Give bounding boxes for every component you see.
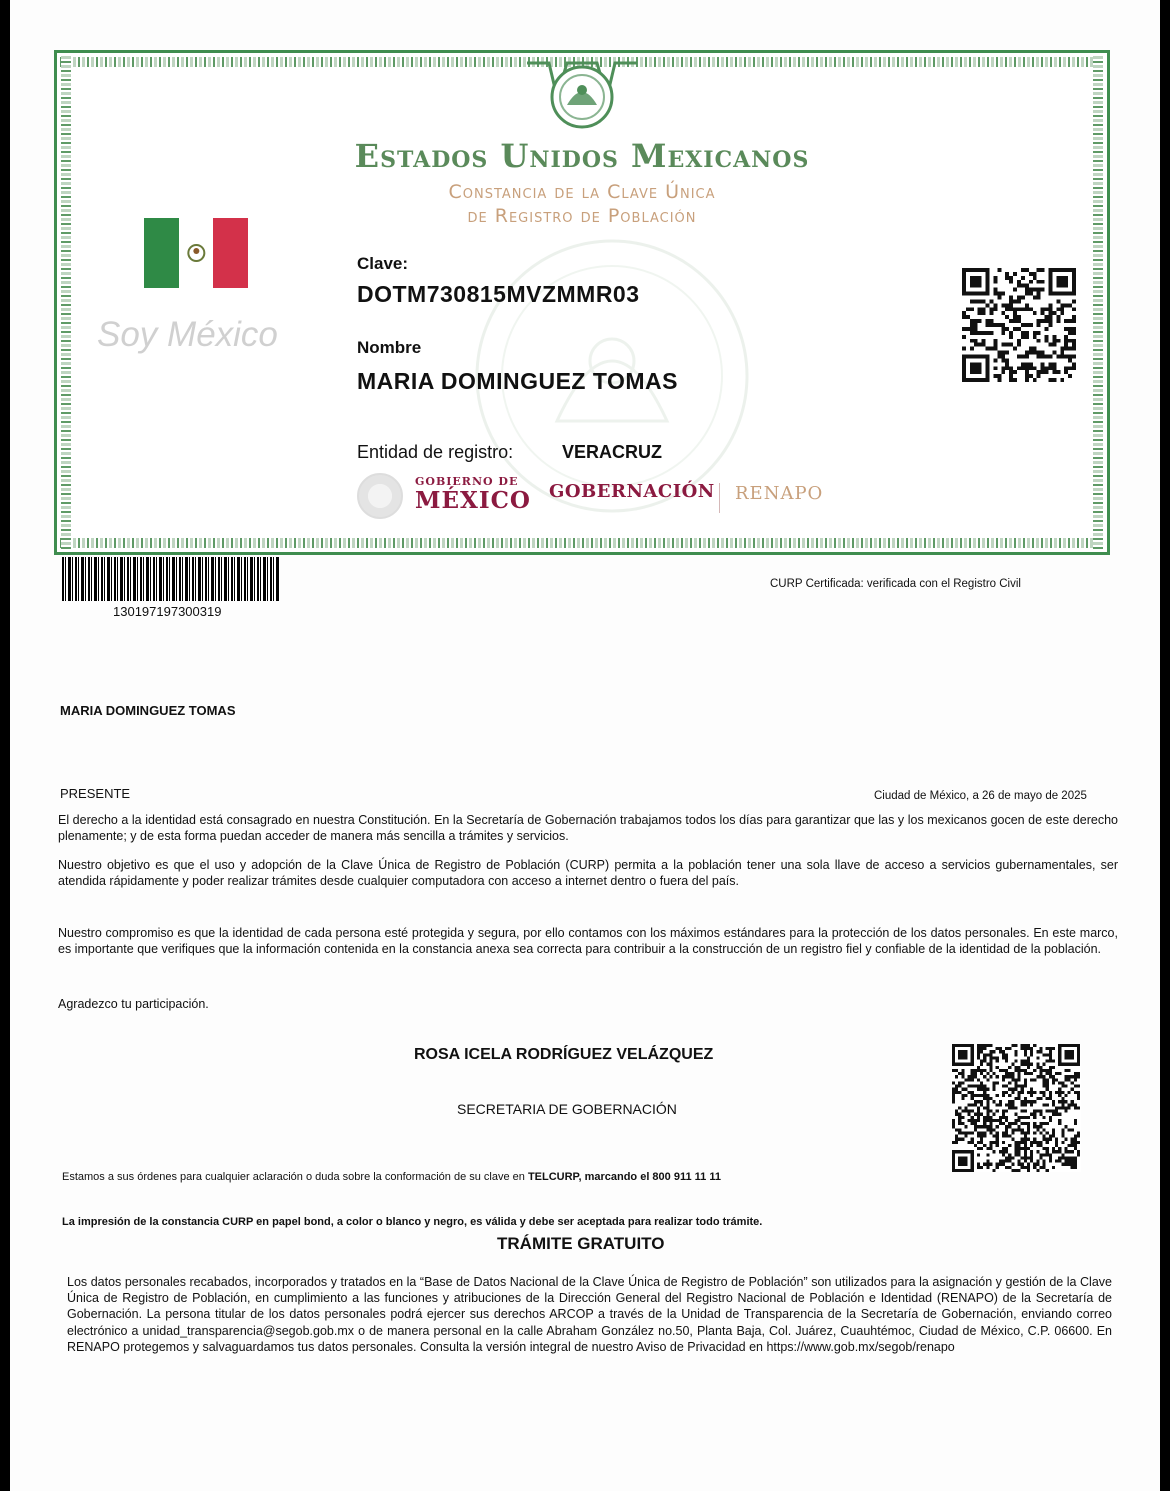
gobierno-seal-icon [357,473,403,519]
letter-paragraph-3: Nuestro compromiso es que la identidad de cada persona esté protegida y segura, por ello contamos con los máximos estándares para la protección de los datos personales. En este marco, es importante que verifiques que la información contenida en la constancia anexa sea correcta para contribuir a la construcción de un registro fiel y confiable de la identidad de la población. [58,926,1118,956]
nombre-value: MARIA DOMINGUEZ TOMAS [357,368,678,394]
certificate-subtitle-line1: Constancia de la Clave Única [448,181,716,203]
clave-value: DOTM730815MVZMMR03 [357,281,640,307]
certification-note: CURP Certificada: verificada con el Registro Civil [770,578,1021,590]
certificate-subtitle-line2: de Registro de Población [467,205,697,227]
validity-notice: La impresión de la constancia CURP en papel bond, a color o blanco y negro, es válida y debe ser aceptada para realizar todo trámite. [62,1216,763,1228]
clave-label: Clave: [357,254,409,273]
document-page [10,0,1160,1491]
free-procedure: TRÁMITE GRATUITO [497,1234,665,1253]
letter-greeting: PRESENTE [60,786,131,801]
curp-certificate [54,50,1110,555]
letter-paragraph-2: Nuestro objetivo es que el uso y adopción de la Clave Única de Registro de Población (CURP) permita a la población tener una sola llave de acceso a servicios gubernamentales, ser atendida rápidamente y poder realizar trámites desde cualquier computadora con acceso a internet dentro o fuera del país. [58,858,1118,888]
flag-green-stripe [144,218,179,288]
government-logos [357,473,857,517]
gobierno-logo-line1: GOBIERNO DE [415,475,519,488]
letter-thanks: Agradezco tu participación. [58,997,209,1011]
letter-place-date: Ciudad de México, a 26 de mayo de 2025 [874,790,1087,802]
nombre-label: Nombre [357,338,422,357]
barcode-number: 130197197300319 [113,604,222,619]
ornamental-border-right [1093,56,1103,549]
contact-phone: TELCURP, marcando el 800 911 11 11 [527,1171,721,1183]
slogan-text: Soy México [97,315,278,354]
flag-red-stripe [213,218,248,288]
ornamental-border-left [61,56,71,549]
qr-code-icon [961,268,1077,382]
barcode-icon [62,557,280,601]
gobierno-logo-line2: MÉXICO [415,487,531,514]
contact-line [62,1169,721,1185]
contact-text: Estamos a sus órdenes para cualquier aclaración o duda sobre la conformación de su clave en [62,1171,528,1183]
letter-paragraph-1: El derecho a la identidad está consagrado en nuestra Constitución. En la Secretaría de Gobernación trabajamos todos los días para garantizar que las y los mexicanos gocen de este derecho plenamente; y de esta forma puedan acceder de manera más sencilla a trámites y servicios. [58,813,1118,843]
gobernacion-logo: GOBERNACIÓN [549,481,715,502]
letter-recipient: MARIA DOMINGUEZ TOMAS [60,703,236,718]
flag-white-stripe [179,218,214,288]
flag-emblem-icon [179,218,214,288]
signature-qr-code-icon [951,1044,1081,1172]
signer-title: SECRETARIA DE GOBERNACIÓN [457,1101,677,1117]
signer-name: ROSA ICELA RODRÍGUEZ VELÁZQUEZ [414,1046,714,1063]
entidad-value: VERACRUZ [562,442,663,462]
certificate-title: Estados Unidos Mexicanos [354,137,810,175]
mexico-flag-icon [144,218,248,288]
ornamental-border-bottom [60,538,1104,548]
entidad-label: Entidad de registro: [357,442,514,462]
logo-divider [719,483,720,513]
renapo-logo: RENAPO [735,483,824,504]
national-seal-icon [527,57,637,133]
privacy-notice: Los datos personales recabados, incorporados y tratados en la “Base de Datos Nacional de la Clave Única de Registro de Población” son utilizados para la asignación y gestión de la Clave Única de Registro de Población, en cumplimiento a las funciones y atribuciones de la Dirección General del Registro Nacional de Población e Identidad (RENAPO) de la Secretaría de Gobernación. La persona titular de los datos personales podrá ejercer sus derechos ARCOP a través de la Unidad de Transparencia de la Secretaría de Gobernación, enviando correo electrónico a unidad_transparencia@segob.gob.mx o de manera personal en la calle Abraham González no.50, Planta Baja, Col. Juárez, Cuauhtémoc, Ciudad de México, C.P. 06600. En RENAPO protegemos y salvaguardamos tus datos personales. Consulta la versión integral de nuestro Aviso de Privacidad en https://www.gob.mx/segob/renapo [67,1275,1112,1354]
